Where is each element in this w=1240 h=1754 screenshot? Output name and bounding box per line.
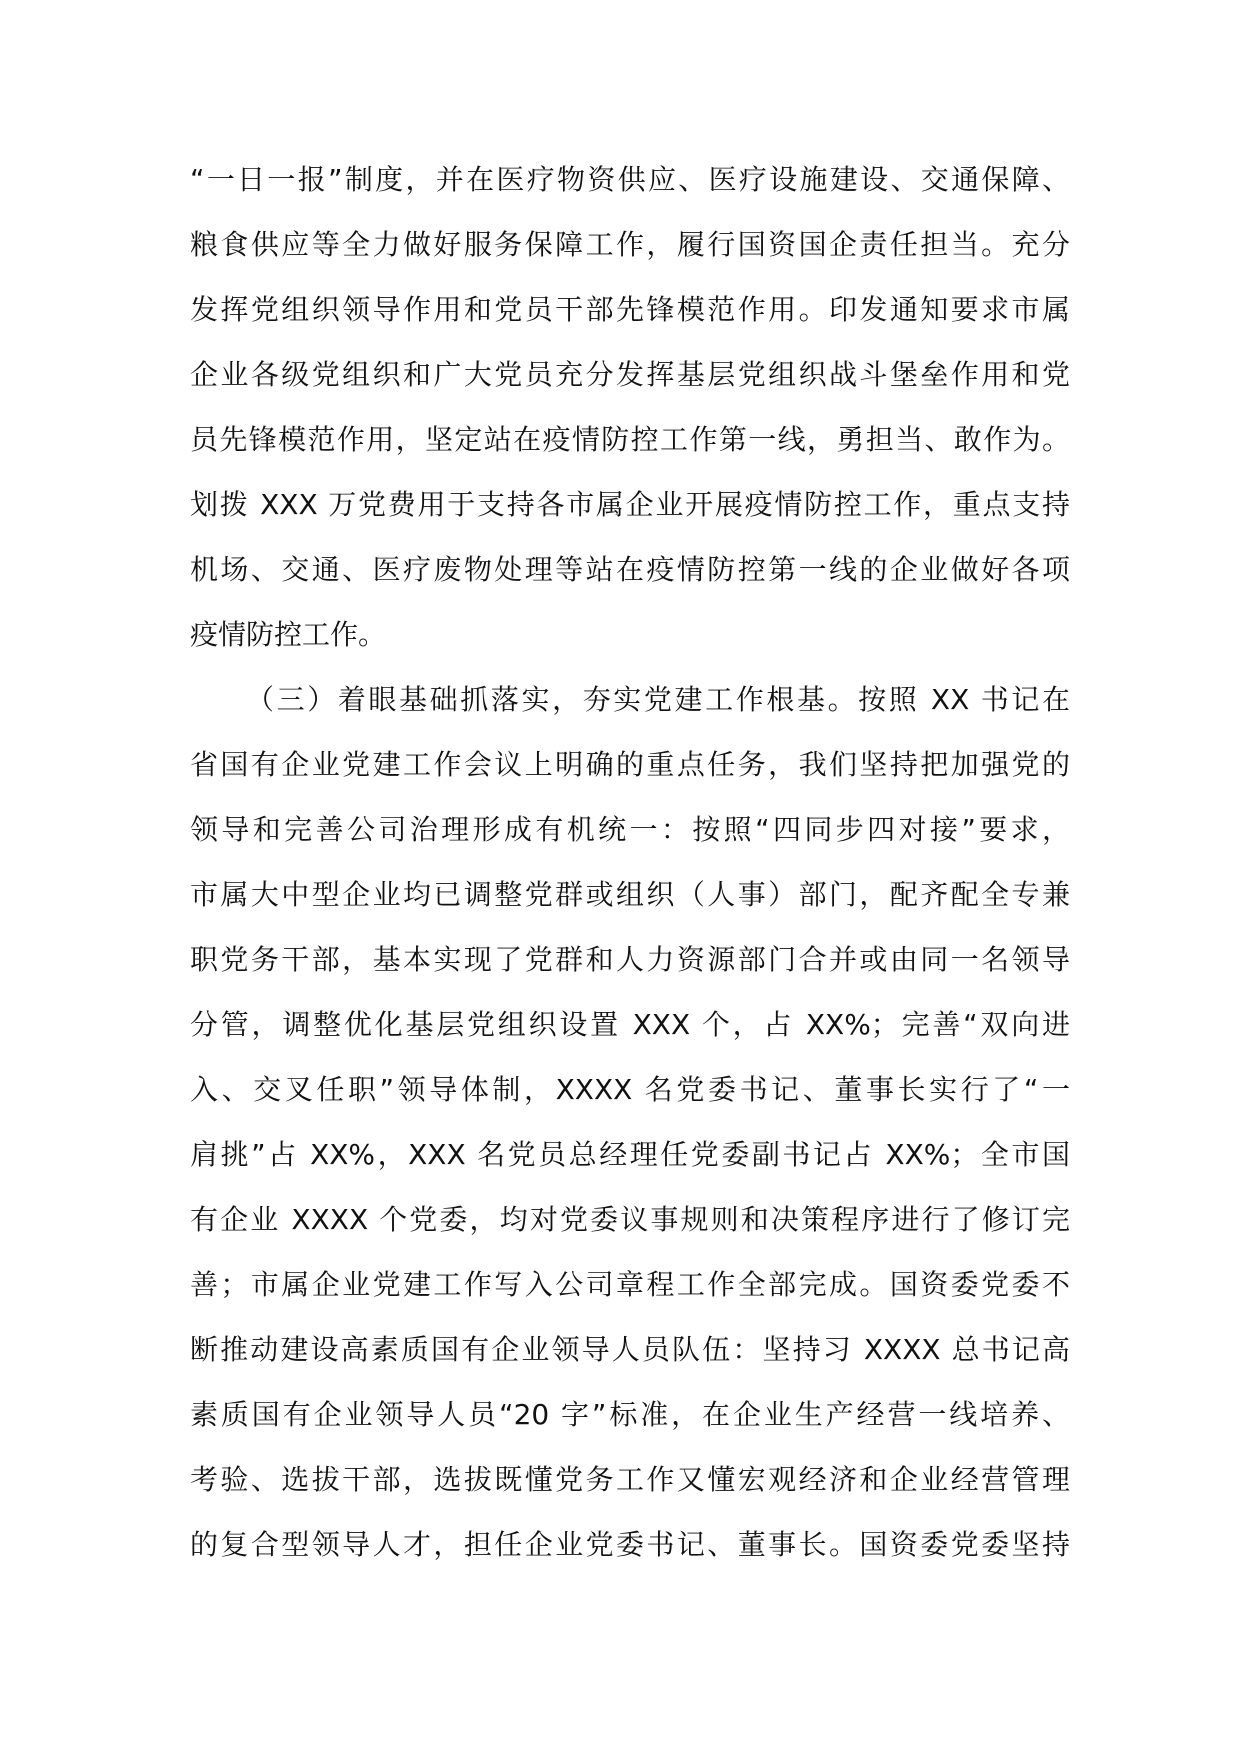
paragraph-line: 粮食供应等全力做好服务保障工作，履行国资国企责任担当。充分	[190, 228, 1070, 261]
paragraph-line: 划拨 XXX 万党费用于支持各市属企业开展疫情防控工作，重点支持	[190, 488, 1070, 521]
paragraph-line: （三）着眼基础抓落实，夯实党建工作根基。按照 XX 书记在	[246, 683, 1070, 716]
paragraph-line: 的复合型领导人才，担任企业党委书记、董事长。国资委党委坚持	[190, 1528, 1070, 1561]
paragraph-epidemic-support	[190, 147, 1070, 667]
paragraph-line: 有企业 XXXX 个党委，均对党委议事规则和决策程序进行了修订完	[190, 1203, 1070, 1236]
paragraph-line: 职党务干部，基本实现了党群和人力资源部门合并或由同一名领导	[190, 943, 1070, 976]
paragraph-line: 领导和完善公司治理形成有机统一：按照“四同步四对接”要求，	[190, 813, 1070, 846]
paragraph-line: 机场、交通、医疗废物处理等站在疫情防控第一线的企业做好各项	[190, 553, 1070, 586]
paragraph-line: 入、交叉任职”领导体制，XXXX 名党委书记、董事长实行了“一	[190, 1073, 1070, 1106]
paragraph-line: 素质国有企业领导人员“20 字”标准，在企业生产经营一线培养、	[190, 1398, 1070, 1431]
paragraph-line: 发挥党组织领导作用和党员干部先锋模范作用。印发通知要求市属	[190, 293, 1070, 326]
paragraph-line: 分管，调整优化基层党组织设置 XXX 个，占 XX%；完善“双向进	[190, 1008, 1070, 1041]
paragraph-line: 考验、选拔干部，选拔既懂党务工作又懂宏观经济和企业经营管理	[190, 1463, 1070, 1496]
paragraph-line: 省国有企业党建工作会议上明确的重点任务，我们坚持把加强党的	[190, 748, 1070, 781]
paragraph-line: 断推动建设高素质国有企业领导人员队伍：坚持习 XXXX 总书记高	[190, 1333, 1070, 1366]
paragraph-line: 员先锋模范作用，坚定站在疫情防控工作第一线，勇担当、敢作为。	[190, 423, 1070, 456]
paragraph-party-building-foundation	[190, 667, 1070, 1577]
paragraph-line: 肩挑”占 XX%，XXX 名党员总经理任党委副书记占 XX%；全市国	[190, 1138, 1070, 1171]
paragraph-line: 善；市属企业党建工作写入公司章程工作全部完成。国资委党委不	[190, 1268, 1070, 1301]
paragraph-line: 疫情防控工作。	[190, 618, 387, 651]
paragraph-line: “一日一报”制度，并在医疗物资供应、医疗设施建设、交通保障、	[190, 163, 1070, 196]
paragraph-line: 企业各级党组织和广大党员充分发挥基层党组织战斗堡垒作用和党	[190, 358, 1070, 391]
paragraph-line: 市属大中型企业均已调整党群或组织（人事）部门，配齐配全专兼	[190, 878, 1070, 911]
